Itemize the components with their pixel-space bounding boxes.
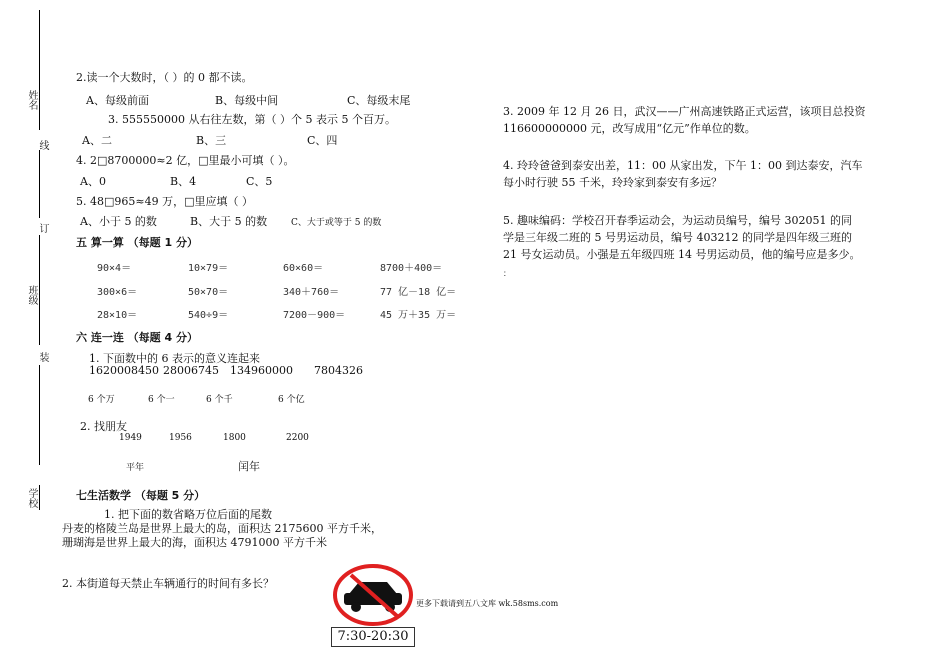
right-q3-line2: 116600000000 元，改写成用“亿元”作单位的数。	[503, 122, 756, 135]
q4-option-c: C、5	[246, 175, 273, 188]
link2-type: 平年	[126, 463, 145, 473]
link2-year: 2200	[286, 433, 309, 443]
link1-number: 134960000	[230, 364, 293, 377]
link2-year: 1949	[119, 433, 142, 443]
q3-option-c: C、四	[307, 134, 338, 147]
margin-class-label: 班级	[26, 285, 37, 305]
calc-item: 540÷9＝	[188, 310, 229, 321]
q5-option-a: A、小于 5 的数	[80, 215, 157, 228]
margin-line-label: 线	[37, 140, 48, 150]
q2-stem: 2.读一个大数时，（ ）的 0 都不读。	[76, 71, 253, 84]
link2-type: 闰年	[238, 460, 260, 473]
link1-number: 7804326	[314, 364, 363, 377]
margin-bind-label: 订	[37, 223, 48, 233]
link2-stem: 2. 找朋友	[80, 420, 127, 433]
q2-option-c: C、每级末尾	[347, 94, 411, 107]
link1-meaning: 6 个万	[88, 395, 115, 405]
q3-stem: 3. 555550000 从右往左数，第（ ）个 5 表示 5 个百万。	[108, 113, 396, 126]
q3-option-b: B、三	[196, 134, 227, 147]
q4-option-b: B、4	[170, 175, 197, 188]
margin-line-mid2	[39, 235, 40, 345]
link1-number: 28006745	[163, 364, 219, 377]
life1-line1: 丹麦的格陵兰岛是世界上最大的岛，面积达 2175600 平方千米，	[62, 522, 382, 535]
q2-option-a: A、每级前面	[86, 94, 149, 107]
no-vehicle-sign	[331, 564, 415, 648]
link1-stem: 1. 下面数中的 6 表示的意义连起来	[89, 352, 260, 365]
right-q3-line1: 3. 2009 年 12 月 26 日，武汉——广州高速铁路正式运营，该项目总投资	[503, 105, 866, 118]
link1-meaning: 6 个一	[148, 395, 175, 405]
footer-note: 更多下载请到五八文库 wk.58sms.com	[416, 599, 559, 608]
right-q5	[503, 212, 895, 263]
calc-item: 8700＋400＝	[380, 263, 443, 274]
q5-option-b: B、大于 5 的数	[190, 215, 268, 228]
section5-title: 五 算一算 （每题 1 分）	[76, 236, 198, 249]
life1-line2: 珊瑚海是世界上最大的海，面积达 4791000 平方千米	[62, 536, 327, 549]
link1-meaning: 6 个千	[206, 395, 233, 405]
no-car-icon	[331, 564, 415, 626]
calc-item: 45 万＋35 万＝	[380, 310, 457, 321]
calc-item: 10×79＝	[188, 263, 229, 274]
right-q3	[503, 103, 895, 137]
calc-item: 60×60＝	[283, 263, 324, 274]
section7-title: 七生活数学 （每题 5 分）	[76, 489, 206, 502]
calc-item: 90×4＝	[97, 263, 132, 274]
margin-line-bottom	[39, 365, 40, 465]
calc-item: 300×6＝	[97, 287, 138, 298]
q4-stem: 4. 2□8700000≈2 亿，□里最小可填（ ）。	[76, 154, 295, 167]
margin-line-top	[39, 10, 40, 130]
sign-time-label: 7:30-20:30	[331, 627, 415, 647]
q3-option-a: A、二	[82, 134, 112, 147]
margin-install-label: 装	[37, 352, 48, 362]
margin-line-base	[39, 485, 40, 510]
margin-line-mid	[39, 150, 40, 218]
right-q4	[503, 157, 895, 191]
calc-item: 7200－900＝	[283, 310, 346, 321]
right-q5-line3: 21 号女运动员。小强是五年级四班 14 号男运动员，他的编号应是多少。	[503, 248, 861, 261]
link1-number: 1620008450	[89, 364, 159, 377]
right-q5-line1: 5. 趣味编码：学校召开春季运动会，为运动员编号，编号 302051 的同	[503, 214, 852, 227]
calc-item: 50×70＝	[188, 287, 229, 298]
q2-option-b: B、每级中间	[215, 94, 279, 107]
calc-item: 340＋760＝	[283, 287, 340, 298]
q4-option-a: A、0	[80, 175, 106, 188]
section6-title: 六 连一连 （每题 4 分）	[76, 331, 198, 344]
q5-stem: 5. 48□965≈49 万，□里应填（ ）	[76, 195, 253, 208]
right-q5-line2: 学是三年级二班的 5 号男运动员，编号 403212 的同学是四年级三班的	[503, 231, 852, 244]
right-q4-line1: 4. 玲玲爸爸到泰安出差，11：00 从家出发，下午 1：00 到达泰安，汽车	[503, 159, 863, 172]
q5-option-c: C、大于或等于 5 的数	[291, 218, 382, 228]
calc-item: 28×10＝	[97, 310, 138, 321]
link2-year: 1800	[223, 433, 246, 443]
life1-stem: 1. 把下面的数省略万位后面的尾数	[104, 508, 272, 521]
life2-stem: 2. 本街道每天禁止车辆通行的时间有多长？	[62, 577, 274, 590]
link1-meaning: 6 个亿	[278, 395, 305, 405]
right-tiny-mark: ：	[503, 269, 511, 278]
margin-name-label: 姓名	[26, 90, 37, 110]
right-q4-line2: 每小时行驶 55 千米，玲玲家到泰安有多远？	[503, 176, 722, 189]
link2-year: 1956	[169, 433, 192, 443]
margin-school-label: 学校	[26, 488, 37, 508]
calc-item: 77 亿－18 亿＝	[380, 287, 457, 298]
